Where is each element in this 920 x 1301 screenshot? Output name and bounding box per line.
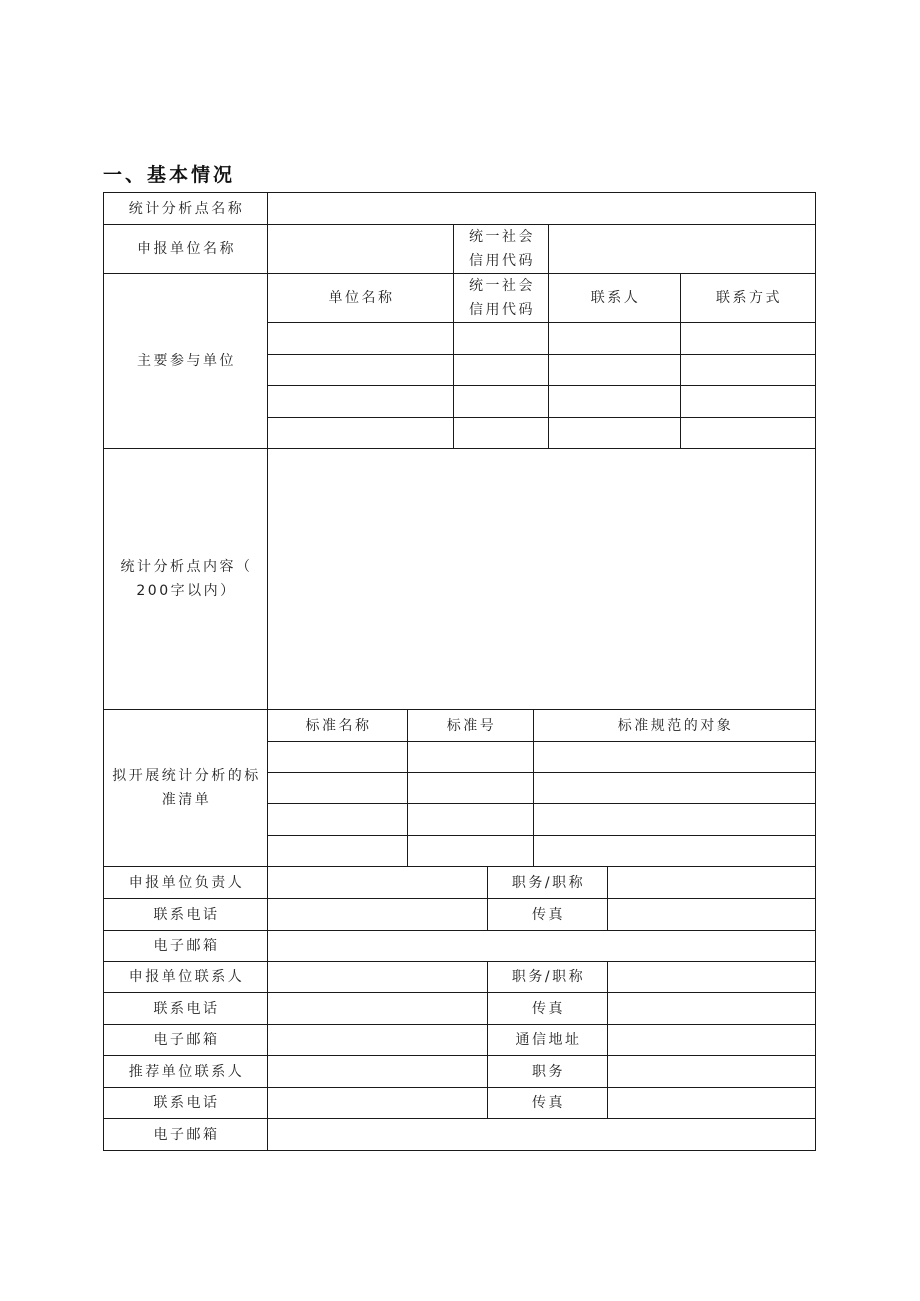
standard-number-field[interactable]	[408, 804, 534, 836]
applicant-head-email-label: 电子邮箱	[104, 931, 268, 962]
applicant-name-field[interactable]	[268, 225, 454, 274]
applicant-credit-code-label: 统一社会 信用代码	[454, 225, 549, 274]
recommender-contact-email-label: 电子邮箱	[104, 1119, 268, 1151]
recommender-contact-fax-label: 传真	[488, 1088, 608, 1119]
applicant-contact-title-field[interactable]	[608, 962, 816, 993]
participant-unit-name-field[interactable]	[268, 418, 454, 449]
recommender-contact-phone-field[interactable]	[268, 1088, 488, 1119]
applicant-contact-phone-label: 联系电话	[104, 993, 268, 1025]
participant-contact-info-field[interactable]	[681, 386, 816, 418]
participants-label: 主要参与单位	[104, 274, 268, 449]
applicant-head-fax-field[interactable]	[608, 899, 816, 931]
section-title: 一、基本情况	[103, 164, 236, 186]
applicant-name-row	[104, 225, 816, 274]
participant-contact-info-field[interactable]	[681, 323, 816, 355]
applicant-head-field[interactable]	[268, 867, 488, 899]
content-row	[104, 449, 816, 710]
standards-label: 拟开展统计分析的标 准清单	[104, 710, 268, 867]
standard-number-field[interactable]	[408, 773, 534, 804]
applicant-contact-title-label: 职务/职称	[488, 962, 608, 993]
participants-header-contact-info: 联系方式	[681, 274, 816, 323]
applicant-head-label: 申报单位负责人	[104, 867, 268, 899]
applicant-contact-phone-field[interactable]	[268, 993, 488, 1025]
standards-header-name: 标准名称	[268, 710, 408, 742]
participant-credit-code-field[interactable]	[454, 355, 549, 386]
standards-header-row	[104, 710, 816, 742]
applicant-head-fax-label: 传真	[488, 899, 608, 931]
applicant-head-phone-label: 联系电话	[104, 899, 268, 931]
applicant-head-title-label: 职务/职称	[488, 867, 608, 899]
applicant-contact-address-label: 通信地址	[488, 1025, 608, 1056]
analysis-point-name-field[interactable]	[268, 193, 816, 225]
applicant-contact-email-row	[104, 1025, 816, 1056]
standard-object-field[interactable]	[534, 742, 816, 773]
applicant-contact-row	[104, 962, 816, 993]
applicant-contact-email-field[interactable]	[268, 1025, 488, 1056]
participant-contact-person-field[interactable]	[549, 323, 681, 355]
basic-info-form-table	[103, 192, 816, 1151]
recommender-contact-email-field[interactable]	[268, 1119, 816, 1151]
applicant-head-email-row	[104, 931, 816, 962]
applicant-contact-field[interactable]	[268, 962, 488, 993]
participants-header-credit-code: 统一社会 信用代码	[454, 274, 549, 323]
participant-credit-code-field[interactable]	[454, 386, 549, 418]
participant-unit-name-field[interactable]	[268, 323, 454, 355]
content-label: 统计分析点内容（ 200字以内）	[104, 449, 268, 710]
applicant-head-row	[104, 867, 816, 899]
applicant-head-phone-field[interactable]	[268, 899, 488, 931]
standard-object-field[interactable]	[534, 773, 816, 804]
applicant-contact-address-field[interactable]	[608, 1025, 816, 1056]
applicant-contact-fax-field[interactable]	[608, 993, 816, 1025]
analysis-point-name-label: 统计分析点名称	[104, 193, 268, 225]
standard-name-field[interactable]	[268, 742, 408, 773]
participant-contact-person-field[interactable]	[549, 355, 681, 386]
participants-header-unit-name: 单位名称	[268, 274, 454, 323]
analysis-point-name-row	[104, 193, 816, 225]
participant-unit-name-field[interactable]	[268, 386, 454, 418]
participant-contact-info-field[interactable]	[681, 418, 816, 449]
standard-name-field[interactable]	[268, 836, 408, 867]
standard-object-field[interactable]	[534, 836, 816, 867]
standards-header-object: 标准规范的对象	[534, 710, 816, 742]
participants-header-row	[104, 274, 816, 323]
participant-unit-name-field[interactable]	[268, 355, 454, 386]
applicant-credit-code-field[interactable]	[549, 225, 816, 274]
applicant-contact-label: 申报单位联系人	[104, 962, 268, 993]
recommender-contact-phone-row	[104, 1088, 816, 1119]
applicant-contact-fax-label: 传真	[488, 993, 608, 1025]
participant-credit-code-field[interactable]	[454, 323, 549, 355]
standard-name-field[interactable]	[268, 804, 408, 836]
recommender-contact-title-field[interactable]	[608, 1056, 816, 1088]
applicant-head-title-field[interactable]	[608, 867, 816, 899]
recommender-contact-phone-label: 联系电话	[104, 1088, 268, 1119]
participant-contact-person-field[interactable]	[549, 418, 681, 449]
participants-header-contact-person: 联系人	[549, 274, 681, 323]
applicant-head-phone-row	[104, 899, 816, 931]
recommender-contact-fax-field[interactable]	[608, 1088, 816, 1119]
standard-object-field[interactable]	[534, 804, 816, 836]
participant-credit-code-field[interactable]	[454, 418, 549, 449]
recommender-contact-email-row	[104, 1119, 816, 1151]
standard-number-field[interactable]	[408, 742, 534, 773]
standard-name-field[interactable]	[268, 773, 408, 804]
recommender-contact-label: 推荐单位联系人	[104, 1056, 268, 1088]
recommender-contact-field[interactable]	[268, 1056, 488, 1088]
standard-number-field[interactable]	[408, 836, 534, 867]
participant-contact-person-field[interactable]	[549, 386, 681, 418]
applicant-name-label: 申报单位名称	[104, 225, 268, 274]
participant-contact-info-field[interactable]	[681, 355, 816, 386]
applicant-head-email-field[interactable]	[268, 931, 816, 962]
content-field[interactable]	[268, 449, 816, 710]
standards-header-number: 标准号	[408, 710, 534, 742]
applicant-contact-email-label: 电子邮箱	[104, 1025, 268, 1056]
recommender-contact-title-label: 职务	[488, 1056, 608, 1088]
recommender-contact-row	[104, 1056, 816, 1088]
applicant-contact-phone-row	[104, 993, 816, 1025]
